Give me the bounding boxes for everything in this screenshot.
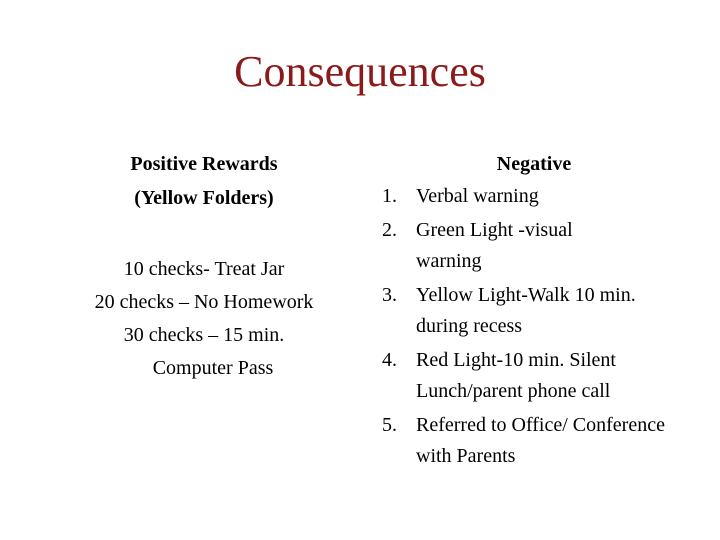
- positive-heading-line-2: (Yellow Folders): [134, 187, 274, 209]
- positive-rewards-column: [60, 147, 348, 385]
- consequence-item: [364, 280, 704, 342]
- consequence-number: 1.: [382, 185, 397, 207]
- consequence-text: Referred to Office/ Conference with Parents: [416, 414, 665, 467]
- reward-item: 30 checks – 15 min.: [123, 324, 285, 346]
- consequence-text: Verbal warning: [416, 185, 539, 207]
- consequence-number: 2.: [382, 219, 397, 241]
- consequence-item: [364, 181, 704, 212]
- consequence-text: Red Light-10 min. Silent Lunch/parent phone call: [416, 349, 616, 402]
- reward-item: 10 checks- Treat Jar: [123, 258, 285, 280]
- negative-heading: Negative: [496, 153, 572, 175]
- negative-consequences-list: [364, 181, 704, 472]
- consequence-text: Yellow Light-Walk 10 min. during recess: [416, 284, 636, 337]
- consequence-number: 3.: [382, 284, 397, 306]
- negative-consequences-column: [364, 147, 704, 475]
- slide-title: Consequences: [234, 47, 486, 96]
- reward-item-continuation: Computer Pass: [152, 357, 274, 379]
- consequence-item: [364, 410, 704, 472]
- positive-rewards-heading: [60, 147, 348, 215]
- positive-rewards-list: [60, 253, 348, 385]
- consequence-item: [364, 345, 704, 407]
- consequence-text: Green Light -visual warning: [416, 219, 573, 272]
- positive-heading-line-1: Positive Rewards: [130, 153, 278, 175]
- consequence-item: [364, 215, 704, 277]
- reward-item: 20 checks – No Homework: [94, 291, 314, 313]
- consequence-number: 5.: [382, 414, 397, 436]
- consequence-number: 4.: [382, 349, 397, 371]
